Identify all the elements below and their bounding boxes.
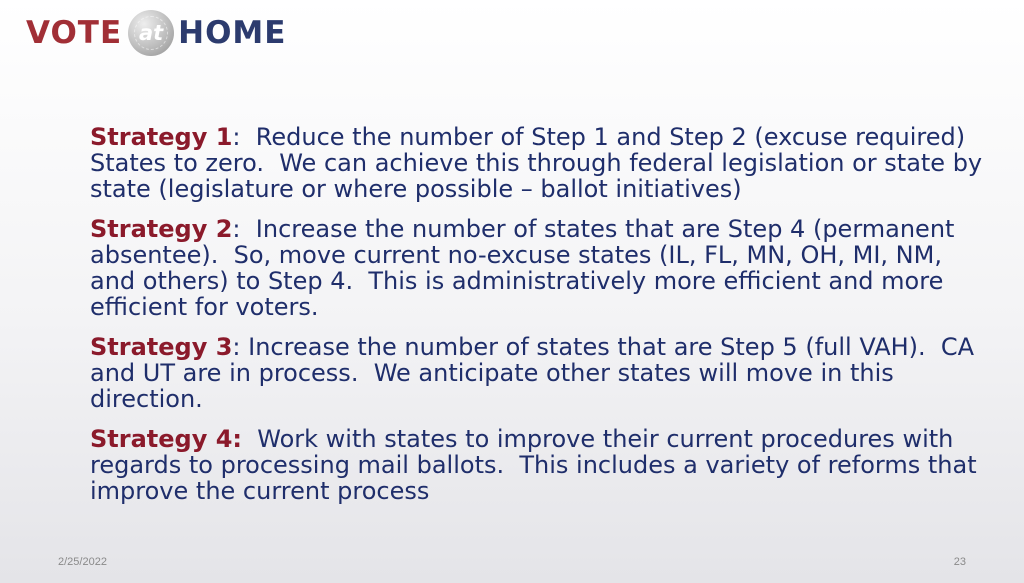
logo-word-vote: VOTE: [26, 15, 123, 51]
strategy-label-1: Strategy 1: [90, 123, 233, 151]
slide-date: 2/25/2022: [58, 556, 107, 568]
strategy-paragraph-2: [90, 216, 990, 320]
strategy-text-1: Reduce the number of Step 1 and Step 2 (excuse required) States to zero. We can achieve this through federal legislation or state by state (legislature or where possible – ballot initiatives): [90, 123, 990, 203]
vote-at-home-logo: [26, 10, 286, 56]
strategy-label-4: Strategy 4:: [90, 425, 243, 453]
baseball-icon: [128, 10, 174, 56]
strategy-sep-1: :: [232, 123, 241, 151]
logo-word-at: at: [139, 21, 164, 45]
strategy-paragraph-4: [90, 426, 990, 504]
strategy-text-2: Increase the number of states that are Step 4 (permanent absentee). So, move current no-excuse states (IL, FL, MN, OH, MI, NM, and others) to Step 4. This is administratively more efficient and more efficient for voters.: [90, 215, 963, 321]
strategy-text-4: Work with states to improve their current procedures with regards to processing mail ballots. This includes a variety of reforms that improve the current process: [90, 425, 985, 505]
strategy-label-2: Strategy 2: [90, 215, 233, 243]
strategy-list: [90, 124, 990, 518]
slide-page-number: 23: [953, 556, 966, 568]
logo-word-home: HOME: [178, 15, 287, 51]
strategy-sep-2: :: [232, 215, 241, 243]
strategy-sep-3: :: [232, 333, 241, 361]
strategy-paragraph-1: [90, 124, 990, 202]
strategy-paragraph-3: [90, 334, 990, 412]
strategy-text-3: Increase the number of states that are Step 5 (full VAH). CA and UT are in process. We anticipate other states will move in this direction.: [90, 333, 982, 413]
strategy-label-3: Strategy 3: [90, 333, 233, 361]
